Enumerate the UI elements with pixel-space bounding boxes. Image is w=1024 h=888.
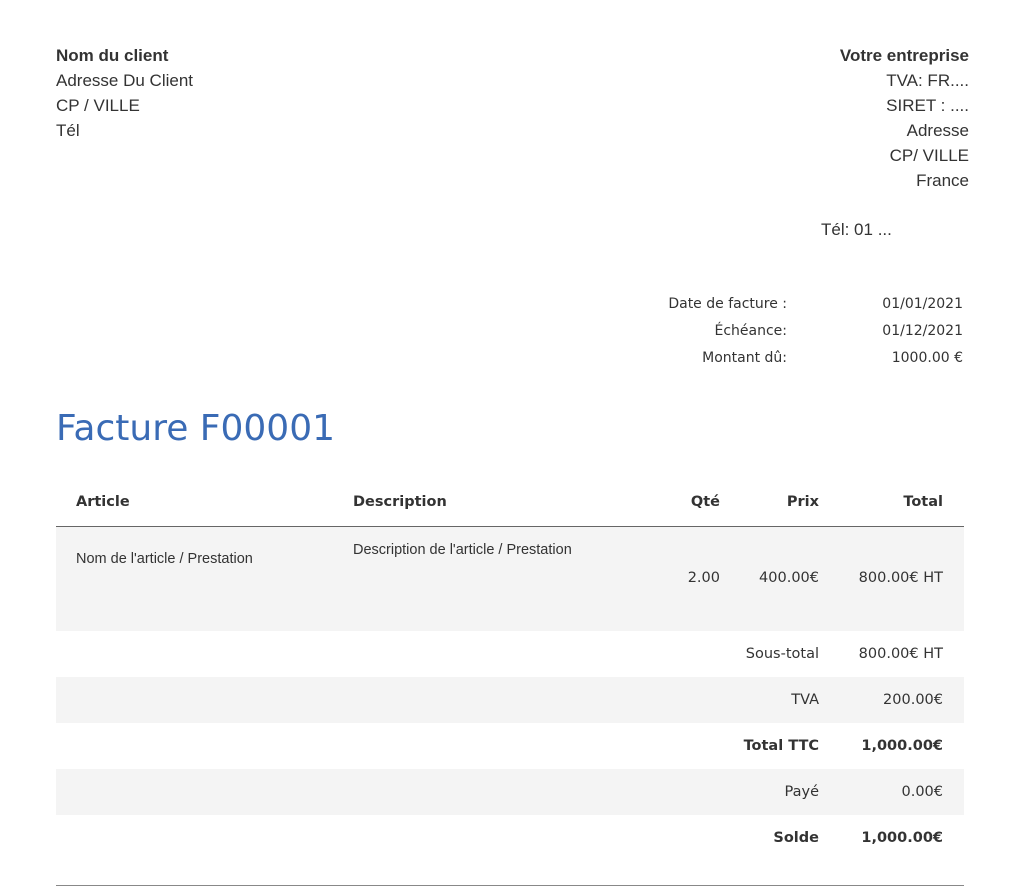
total-ttc-value: 1,000.00€ bbox=[861, 738, 943, 754]
company-country: France bbox=[916, 171, 969, 190]
header-qty: Qté bbox=[690, 494, 720, 510]
invoice-title: Facture F00001 bbox=[56, 408, 336, 449]
header-article: Article bbox=[76, 494, 130, 510]
due-date-label: Échéance: bbox=[714, 323, 787, 339]
vat-value: 200.00€ bbox=[883, 692, 943, 708]
company-siret: SIRET : .... bbox=[886, 96, 969, 115]
invoice-meta-labels bbox=[668, 291, 787, 372]
client-name: Nom du client bbox=[56, 46, 169, 65]
subtotal-value: 800.00€ HT bbox=[858, 646, 943, 662]
total-ttc-label: Total TTC bbox=[743, 738, 819, 754]
company-block bbox=[840, 43, 969, 193]
balance-value: 1,000.00€ bbox=[861, 830, 943, 846]
company-phone: Tél: 01 ... bbox=[821, 220, 892, 239]
item-qty: 2.00 bbox=[687, 570, 720, 586]
invoice-date-label: Date de facture : bbox=[668, 296, 787, 312]
header-description: Description bbox=[353, 494, 447, 510]
due-date-value: 01/12/2021 bbox=[882, 323, 963, 339]
subtotal-row bbox=[56, 631, 964, 677]
header-total: Total bbox=[903, 494, 943, 510]
item-total: 800.00€ HT bbox=[858, 570, 943, 586]
item-description: Description de l'article / Prestation bbox=[353, 542, 572, 558]
balance-row bbox=[56, 815, 964, 861]
header-price: Prix bbox=[786, 494, 819, 510]
paid-row bbox=[56, 769, 964, 815]
bottom-divider bbox=[56, 885, 964, 886]
vat-row bbox=[56, 677, 964, 723]
client-address: Adresse Du Client bbox=[56, 71, 194, 90]
invoice-meta-values bbox=[882, 291, 963, 372]
client-phone: Tél bbox=[56, 121, 80, 140]
company-name: Votre entreprise bbox=[839, 46, 969, 65]
paid-value: 0.00€ bbox=[901, 784, 943, 800]
amount-due-value: 1000.00 € bbox=[891, 350, 963, 366]
client-block bbox=[56, 43, 193, 143]
table-header bbox=[56, 481, 964, 527]
item-price: 400.00€ bbox=[759, 570, 819, 586]
company-city: CP/ VILLE bbox=[889, 146, 969, 165]
company-vat: TVA: FR.... bbox=[886, 71, 969, 90]
invoice-date-value: 01/01/2021 bbox=[882, 296, 963, 312]
amount-due-label: Montant dû: bbox=[702, 350, 787, 366]
subtotal-label: Sous-total bbox=[745, 646, 819, 662]
invoice-table bbox=[56, 481, 964, 861]
table-row bbox=[56, 527, 964, 631]
paid-label: Payé bbox=[784, 784, 819, 800]
balance-label: Solde bbox=[773, 830, 819, 846]
client-city: CP / VILLE bbox=[56, 96, 140, 115]
total-ttc-row bbox=[56, 723, 964, 769]
item-article: Nom de l'article / Prestation bbox=[76, 551, 253, 567]
company-address: Adresse bbox=[906, 121, 969, 140]
vat-label: TVA bbox=[791, 692, 819, 708]
